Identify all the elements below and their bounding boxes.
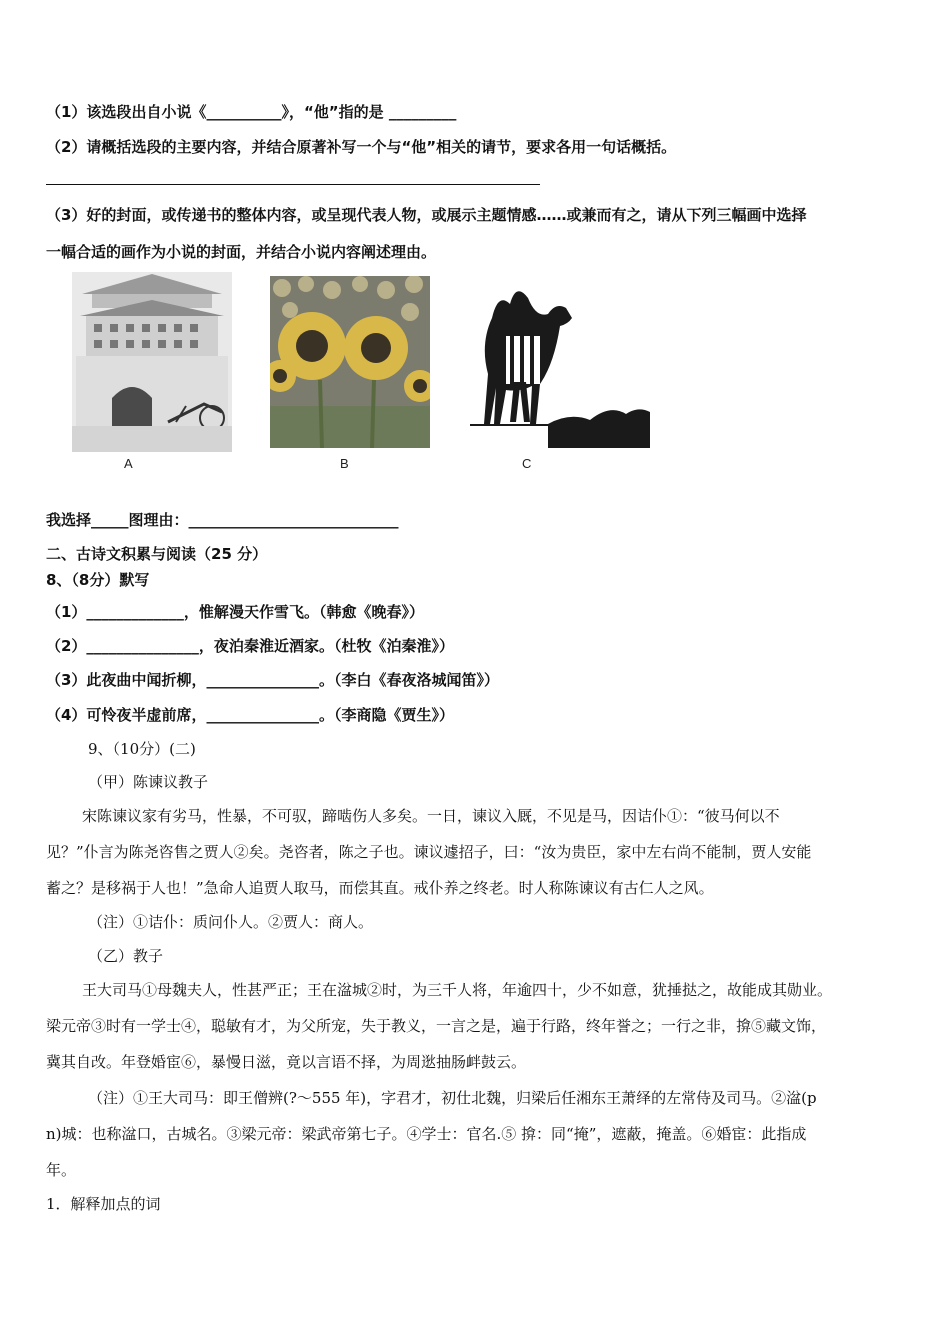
q7-sub3-line1: （3）好的封面，或传递书的整体内容，或呈现代表人物，或展示主题情感……或兼而有之，请从下列三幅画中选择 [46, 206, 807, 224]
q9-yi-note-1: （注）①王大司马：即王僧辨(?～555 年)，字君才，初仕北魏，归梁后任湘东王萧绎的左常侍及司马。②湓(p [88, 1089, 817, 1107]
q9-jia-p2: 见？”仆言为陈尧咨售之贾人②矣。尧咨者，陈之子也。谏议遽招子，曰：“汝为贵臣，家中左右尚不能制，贾人安能 [46, 843, 812, 861]
caption-b: B [340, 456, 349, 471]
cover-image-a [72, 272, 232, 452]
q9-jia-note: （注）①诘仆：质问仆人。②贾人：商人。 [88, 913, 374, 931]
q7-sub1: （1）该选段出自小说《__________》，“他”指的是 _________ [46, 103, 457, 121]
q9-jia-p3: 蓄之？是移祸于人也！”急命人追贾人取马，而偿其直。戒仆养之终老。时人称陈谏议有古仁人之风。 [46, 879, 714, 897]
q9-jia-p1: 宋陈谏议家有劣马，性暴，不可驭，蹄啮伤人多矣。一日，谏议入厩，不见是马，因诘仆①：“彼马何以不 [82, 807, 780, 825]
caption-a: A [124, 456, 133, 471]
q8-title: 8、（8分）默写 [46, 571, 150, 589]
q7-sub2: （2）请概括选段的主要内容，并结合原著补写一个与“他”相关的请节，要求各用一句话概括。 [46, 138, 677, 156]
q9-yi-p1: 王大司马①母魏夫人，性甚严正；王在湓城②时，为三千人将，年逾四十，少不如意，犹捶挞之，故能成其勋业。 [82, 981, 833, 999]
answer-rule [46, 184, 540, 185]
q7-sub3-line2: 一幅合适的画作为小说的封面，并结合小说内容阐述理由。 [46, 243, 437, 261]
q9-task-1: 1．解释加点的词 [46, 1195, 161, 1213]
cover-image-b [270, 276, 430, 448]
q9-yi-title: （乙）教子 [88, 947, 164, 965]
cover-image-c [470, 274, 650, 448]
caption-c: C [522, 456, 532, 471]
q9-yi-note-3: 年。 [46, 1161, 77, 1179]
q9-yi-p3: 冀其自改。年登婚宦⑥，暴慢日滋，竟以言语不择，为周逖抽肠衅鼓云。 [46, 1053, 527, 1071]
q8-line-4: （4）可怜夜半虚前席，_______________。（李商隐《贾生》） [46, 706, 454, 724]
q9-jia-title: （甲）陈谏议教子 [88, 773, 209, 791]
q9-title: 9、（10分）(二) [88, 740, 196, 758]
q8-line-2: （2）_______________，夜泊秦淮近酒家。（杜牧《泊秦淮》） [46, 637, 454, 655]
q9-yi-note-2: n)城：也称湓口，古城名。③梁元帝：梁武帝第七子。④学士：官名.⑤ 揜：同“掩”，遮蔽，掩盖。⑥婚宦：此指成 [46, 1125, 807, 1143]
q8-line-1: （1）_____________，惟解漫天作雪飞。（韩愈《晚春》） [46, 603, 424, 621]
q7-choose: 我选择_____图理由：____________________________ [46, 511, 399, 529]
section2-heading: 二、古诗文积累与阅读（25 分） [46, 545, 268, 563]
q8-line-3: （3）此夜曲中闻折柳，_______________。（李白《春夜洛城闻笛》） [46, 671, 499, 689]
q9-yi-p2: 梁元帝③时有一学士④，聪敏有才，为父所宠，失于教义，一言之是，遍于行路，终年誉之；一行之非，揜⑤藏文饰， [46, 1017, 827, 1035]
